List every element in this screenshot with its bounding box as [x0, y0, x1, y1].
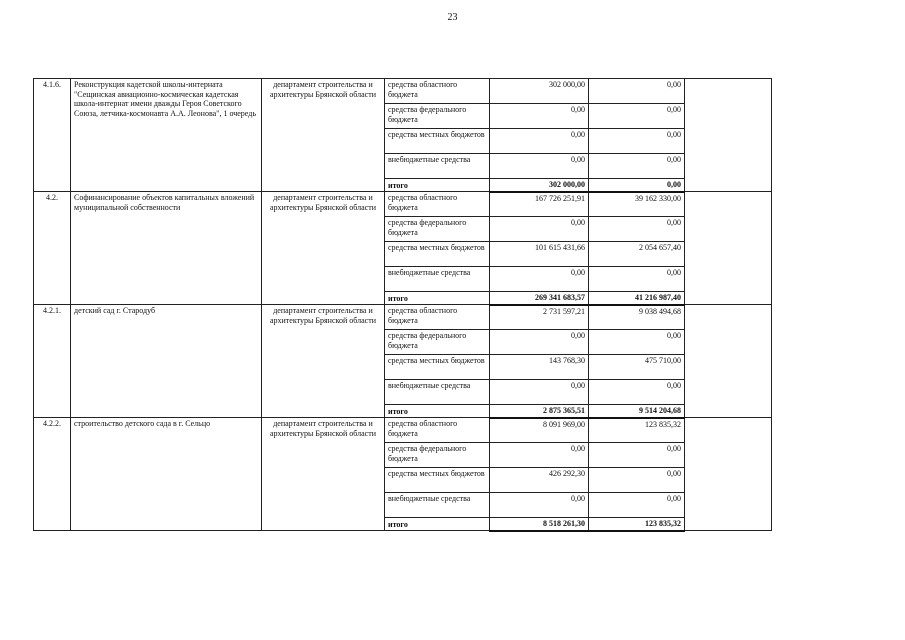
item-name: детский сад г. Стародуб: [71, 305, 262, 418]
amount-value-2: 0,00: [589, 468, 685, 493]
item-number: 4.2.1.: [34, 305, 71, 418]
budget-table: [33, 78, 772, 532]
item-executor: департамент строительства и архитектуры Брянской области: [262, 305, 385, 418]
amount-value-1: 8 091 969,00: [490, 418, 589, 443]
funding-source-label: средства федерального бюджета: [385, 217, 490, 242]
item-name: Реконструкция кадетской школы-интерната "Сещинская авиационно-космическая кадетская школа-интернат имени дважды Героя Советского Союза, летчика-космонавта А.А. Леонова", 1 очередь: [71, 79, 262, 192]
table-row: [34, 79, 772, 104]
total-value-2: 41 216 987,40: [589, 292, 685, 305]
table-row: [34, 418, 772, 443]
amount-value-1: 0,00: [490, 129, 589, 154]
amount-value-2: 9 038 494,68: [589, 305, 685, 330]
funding-source-label: внебюджетные средства: [385, 380, 490, 405]
amount-value-2: 0,00: [589, 493, 685, 518]
total-value-1: 302 000,00: [490, 179, 589, 192]
budget-table-body: [34, 79, 772, 531]
amount-value-1: 101 615 431,66: [490, 242, 589, 267]
table-row: [34, 305, 772, 330]
amount-value-1: 0,00: [490, 443, 589, 468]
amount-value-1: 0,00: [490, 217, 589, 242]
empty-cell: [685, 418, 772, 531]
page-number: 23: [447, 12, 458, 23]
total-value-1: 2 875 365,51: [490, 405, 589, 418]
total-value-2: 9 514 204,68: [589, 405, 685, 418]
total-label: итого: [385, 405, 490, 418]
funding-source-label: средства федерального бюджета: [385, 443, 490, 468]
amount-value-2: 39 162 330,00: [589, 192, 685, 217]
amount-value-1: 143 768,30: [490, 355, 589, 380]
item-executor: департамент строительства и архитектуры Брянской области: [262, 192, 385, 305]
amount-value-2: 2 054 657,40: [589, 242, 685, 267]
amount-value-2: 0,00: [589, 129, 685, 154]
funding-source-label: средства федерального бюджета: [385, 104, 490, 129]
empty-cell: [685, 305, 772, 418]
amount-value-2: 0,00: [589, 267, 685, 292]
item-number: 4.2.2.: [34, 418, 71, 531]
item-executor: департамент строительства и архитектуры Брянской области: [262, 418, 385, 531]
funding-source-label: внебюджетные средства: [385, 267, 490, 292]
amount-value-1: 426 292,30: [490, 468, 589, 493]
funding-source-label: средства местных бюджетов: [385, 129, 490, 154]
funding-source-label: средства местных бюджетов: [385, 468, 490, 493]
amount-value-1: 0,00: [490, 104, 589, 129]
total-value-1: 8 518 261,30: [490, 518, 589, 531]
funding-source-label: внебюджетные средства: [385, 493, 490, 518]
total-label: итого: [385, 292, 490, 305]
item-number: 4.1.6.: [34, 79, 71, 192]
amount-value-2: 0,00: [589, 104, 685, 129]
amount-value-2: 475 710,00: [589, 355, 685, 380]
funding-source-label: средства местных бюджетов: [385, 355, 490, 380]
amount-value-1: 167 726 251,91: [490, 192, 589, 217]
amount-value-2: 123 835,32: [589, 418, 685, 443]
amount-value-2: 0,00: [589, 154, 685, 179]
item-executor: департамент строительства и архитектуры Брянской области: [262, 79, 385, 192]
empty-cell: [685, 79, 772, 192]
funding-source-label: средства областного бюджета: [385, 192, 490, 217]
amount-value-1: 0,00: [490, 267, 589, 292]
funding-source-label: средства местных бюджетов: [385, 242, 490, 267]
amount-value-1: 302 000,00: [490, 79, 589, 104]
amount-value-2: 0,00: [589, 79, 685, 104]
funding-source-label: внебюджетные средства: [385, 154, 490, 179]
item-name: Софинансирование объектов капитальных вложений муниципальной собственности: [71, 192, 262, 305]
funding-source-label: средства федерального бюджета: [385, 330, 490, 355]
amount-value-1: 0,00: [490, 330, 589, 355]
item-name: строительство детского сада в г. Сельцо: [71, 418, 262, 531]
item-number: 4.2.: [34, 192, 71, 305]
total-label: итого: [385, 179, 490, 192]
funding-source-label: средства областного бюджета: [385, 79, 490, 104]
amount-value-2: 0,00: [589, 217, 685, 242]
total-value-1: 269 341 683,57: [490, 292, 589, 305]
funding-source-label: средства областного бюджета: [385, 418, 490, 443]
table-row: [34, 192, 772, 217]
total-label: итого: [385, 518, 490, 531]
amount-value-2: 0,00: [589, 380, 685, 405]
amount-value-1: 0,00: [490, 493, 589, 518]
funding-source-label: средства областного бюджета: [385, 305, 490, 330]
amount-value-1: 0,00: [490, 380, 589, 405]
amount-value-2: 0,00: [589, 443, 685, 468]
empty-cell: [685, 192, 772, 305]
amount-value-2: 0,00: [589, 330, 685, 355]
amount-value-1: 0,00: [490, 154, 589, 179]
amount-value-1: 2 731 597,21: [490, 305, 589, 330]
total-value-2: 123 835,32: [589, 518, 685, 531]
total-value-2: 0,00: [589, 179, 685, 192]
